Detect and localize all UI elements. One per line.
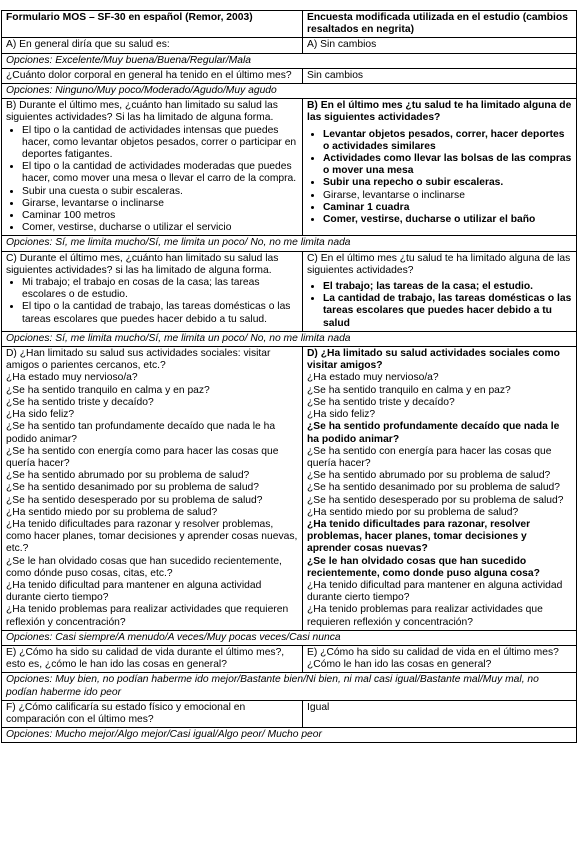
section-d-line: ¿Se ha sentido con energía como para hacer las cosas que quería hacer?	[6, 445, 279, 469]
section-e-options-row	[2, 672, 576, 699]
section-a-right: A) Sin cambios	[307, 39, 377, 51]
section-d-line: ¿Se ha sentido tranquilo en calma y en paz?	[6, 384, 210, 396]
section-pain-left: ¿Cuánto dolor corporal en general ha tenido en el último mes?	[2, 69, 303, 83]
section-d-line: ¿Se ha sentido desanimado por su problema de salud?	[307, 482, 561, 494]
section-d-left	[2, 347, 303, 630]
section-d-line: ¿Se le han olvidado cosas que han sucedido recientemente, como donde puso alguna cosa?	[307, 555, 540, 579]
section-c-left-list	[6, 277, 299, 326]
list-item: • Mi trabajo; el trabajo en cosas de la casa; las tareas escolares o de estudio.	[22, 277, 299, 301]
section-d-line: ¿Ha estado muy nervioso/a?	[6, 372, 138, 384]
section-d-line: ¿Ha tenido problemas para realizar actividades que requieren reflexión y concentración?	[307, 604, 543, 628]
section-d-line: ¿Ha sentido miedo por su problema de salud?	[6, 506, 218, 518]
section-d-line: ¿Se ha sentido tranquilo en calma y en paz?	[307, 384, 511, 396]
section-b-options: Opciones: Sí, me limita mucho/Sí, me limita un poco/ No, no me limita nada	[6, 237, 351, 249]
section-pain-right: Sin cambios	[307, 69, 364, 81]
list-item: • La cantidad de trabajo, las tareas domésticas o las tareas escolares que puedes hacer debido a tu salud	[323, 293, 573, 330]
section-c-right	[303, 252, 576, 331]
section-c-left-intro: C) Durante el último mes, ¿cuánto han limitado su salud las siguientes actividades? si las ha limitado de alguna forma.	[6, 252, 279, 276]
section-e-options: Opciones: Muy bien, no podían haberme ido mejor/Bastante bien/Ni bien, ni mal casi igual/Bastante mal/Muy mal, no podían haberme ido peor	[6, 674, 539, 698]
section-d-line: ¿Ha tenido dificultad para mantener en alguna actividad durante cierto tiempo?	[307, 579, 563, 604]
header-right: Encuesta modificada utilizada en el estudio (cambios resaltados en negrita)	[307, 12, 568, 36]
section-d-line: ¿Ha estado muy nervioso/a?	[307, 372, 439, 384]
section-f-options-row	[2, 727, 576, 742]
section-b-right-list	[307, 129, 573, 227]
list-item: • Comer, vestirse, ducharse o utilizar el servicio	[22, 222, 299, 234]
section-b-options-row	[2, 235, 576, 250]
section-a-left: A) En general diría que su salud es:	[2, 38, 303, 52]
section-e-right: E) ¿Cómo ha sido su calidad de vida en el último mes? ¿Cómo le han ido las cosas en general?	[307, 646, 559, 671]
section-f-left: F) ¿Cómo calificaría su estado físico y emocional en comparación con el último mes?	[2, 701, 303, 727]
section-d-line: ¿Ha tenido dificultad para mantener en alguna actividad durante cierto tiempo?	[6, 579, 262, 604]
section-d-line: D) ¿Han limitado su salud sus actividades sociales: visitar amigos o parientes cercanos, etc.?	[6, 348, 271, 372]
section-a-options: Opciones: Excelente/Muy buena/Buena/Regular/Mala	[6, 54, 251, 66]
list-item: • Girarse, levantarse o inclinarse	[22, 198, 299, 210]
section-d-line: ¿Ha tenido dificultades para razonar, resolver problemas, hacer planes, tomar decisiones y aprender cosas nuevas?	[307, 518, 531, 555]
list-item: • Subir una repecho o subir escaleras.	[323, 177, 573, 189]
section-d-line: ¿Se ha sentido desanimado por su problema de salud?	[6, 482, 260, 494]
section-c-left	[2, 252, 303, 331]
list-item: • El tipo o la cantidad de actividades moderadas que puedes hacer, como mover una mesa o llevar el carro de la compra.	[22, 161, 299, 185]
section-pain-row	[2, 68, 576, 83]
section-d-line: ¿Se ha sentido abrumado por su problema de salud?	[6, 470, 250, 482]
section-d-line: ¿Ha tenido dificultades para razonar y resolver problemas, como hacer planes, tomar decisiones y aprender cosas nuevas, etc.?	[6, 518, 298, 555]
list-item: • El trabajo; las tareas de la casa; el estudio.	[323, 281, 573, 293]
list-item: • Subir una cuesta o subir escaleras.	[22, 186, 299, 198]
list-item: • Levantar objetos pesados, correr, hacer deportes o actividades similares	[323, 129, 573, 153]
section-d-line: ¿Se le han olvidado cosas que han sucedido recientemente, como dónde puso cosas, citas, etc.?	[6, 555, 282, 579]
section-b-right	[303, 99, 576, 235]
section-c-right-list	[307, 281, 573, 330]
section-e-row	[2, 645, 576, 672]
section-d-line: ¿Se ha sentido abrumado por su problema de salud?	[307, 470, 551, 482]
list-item: • Caminar 100 metros	[22, 210, 299, 222]
section-d-line: ¿Se ha sentido tan profundamente decaído que nada le ha podido animar?	[6, 421, 276, 445]
section-d-line: ¿Se ha sentido con energía para hacer las cosas que quería hacer?	[307, 445, 552, 469]
section-d-line: ¿Ha tenido problemas para realizar actividades que requieren reflexión y concentración?	[6, 604, 289, 628]
section-d-line: ¿Ha sido feliz?	[307, 409, 376, 421]
comparison-table	[1, 10, 577, 743]
list-item: • Actividades como llevar las bolsas de las compras o mover una mesa	[323, 153, 573, 177]
section-f-options: Opciones: Mucho mejor/Algo mejor/Casi igual/Algo peor/ Mucho peor	[6, 729, 322, 741]
section-c-row	[2, 251, 576, 331]
section-a-row	[2, 37, 576, 52]
section-f-row	[2, 700, 576, 727]
section-d-line: ¿Se ha sentido triste y decaído?	[307, 396, 455, 408]
section-d-line: ¿Se ha sentido desesperado por su problema de salud?	[307, 494, 564, 506]
section-d-line: ¿Ha sido feliz?	[6, 409, 75, 421]
section-b-row	[2, 98, 576, 235]
list-item: • Comer, vestirse, ducharse o utilizar el baño	[323, 214, 573, 226]
section-d-line: ¿Se ha sentido triste y decaído?	[6, 396, 154, 408]
section-pain-options-row	[2, 83, 576, 98]
section-d-options: Opciones: Casi siempre/A menudo/A veces/Muy pocas veces/Casi nunca	[6, 631, 341, 643]
section-c-options: Opciones: Sí, me limita mucho/Sí, me limita un poco/ No, no me limita nada	[6, 332, 351, 344]
section-d-row	[2, 346, 576, 630]
section-pain-options: Opciones: Ninguno/Muy poco/Moderado/Agudo/Muy agudo	[6, 85, 277, 97]
section-c-right-intro: C) En el último mes ¿tu salud te ha limitado alguna de las siguientes actividades?	[307, 252, 571, 276]
section-d-right	[303, 347, 576, 630]
list-item: • El tipo o la cantidad de trabajo, las tareas domésticas o las tareas escolares que puedes hacer debido a tu salud.	[22, 301, 299, 325]
section-d-line: ¿Se ha sentido profundamente decaído que nada le ha podido animar?	[307, 421, 560, 445]
section-d-line: ¿Ha sentido miedo por su problema de salud?	[307, 506, 519, 518]
section-f-right: Igual	[307, 701, 330, 713]
section-b-left-intro: B) Durante el último mes, ¿cuánto han limitado su salud las siguientes actividades? Si las ha limitado de alguna forma.	[6, 100, 278, 124]
section-d-line: ¿Se ha sentido desesperado por su problema de salud?	[6, 494, 263, 506]
section-c-options-row	[2, 331, 576, 346]
section-b-right-intro: B) En el último mes ¿tu salud te ha limitado alguna de las siguientes actividades?	[307, 100, 572, 124]
list-item: • El tipo o la cantidad de actividades intensas que puedes hacer, como levantar objetos pesados, correr o participar en deportes fatigantes.	[22, 125, 299, 162]
list-item: • Girarse, levantarse o inclinarse	[323, 190, 573, 202]
list-item: • Caminar 1 cuadra	[323, 202, 573, 214]
section-b-left-list	[6, 125, 299, 235]
header-left: Formulario MOS – SF-30 en español (Remor, 2003)	[2, 11, 303, 37]
header-row	[2, 11, 576, 37]
section-d-line: D) ¿Ha limitado su salud actividades sociales como visitar amigos?	[307, 348, 560, 372]
section-b-left	[2, 99, 303, 235]
section-a-options-row	[2, 53, 576, 68]
section-d-options-row	[2, 630, 576, 645]
section-e-left: E) ¿Cómo ha sido su calidad de vida durante el último mes?, esto es, ¿cómo le han ido las cosas en general?	[2, 646, 303, 672]
